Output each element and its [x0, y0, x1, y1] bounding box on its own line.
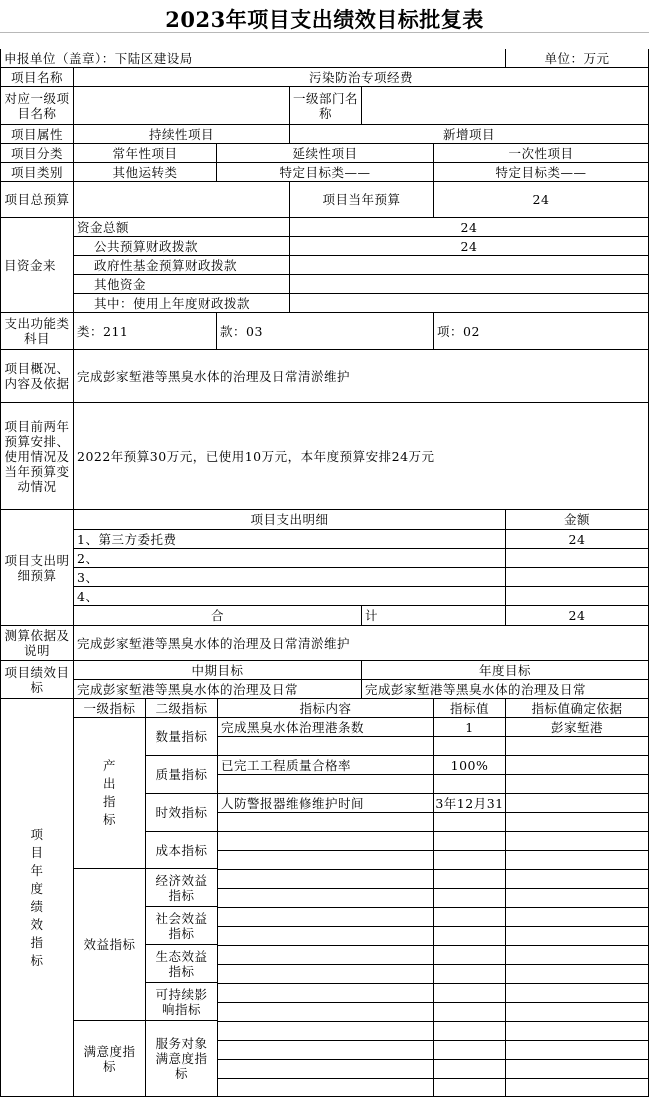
ind-header-basis: 指标值确定依据 [505, 698, 648, 717]
indicator-content [217, 869, 433, 888]
indicator-value [433, 812, 505, 831]
fund-row-label: 公共预算财政拨款 [73, 236, 289, 255]
indicator-basis [505, 736, 648, 755]
type-3-value: 特定目标类—— [433, 162, 648, 181]
label-annual-indicators: 项目年度绩效指标 [0, 698, 73, 1096]
indicator-content [217, 1078, 433, 1096]
fund-row-label: 政府性基金预算财政拨款 [73, 255, 289, 274]
calc-basis-value: 完成彭家堑港等黑臭水体的治理及日常清淤维护 [73, 625, 648, 660]
indicator-content [217, 1002, 433, 1021]
label-level1-project-name: 对应一级项目名称 [0, 86, 73, 124]
fund-row-value: 24 [289, 236, 648, 255]
detail-amount [505, 586, 648, 605]
label-project-attr: 项目属性 [0, 124, 73, 143]
indicator-basis [505, 1040, 648, 1059]
indicator-content [217, 850, 433, 869]
annual-target-label: 年度目标 [361, 660, 648, 679]
header-unit-left: 申报单位（盖章）：下陆区建设局 [0, 49, 505, 67]
indicator-content [217, 1021, 433, 1040]
ind-header-content: 指标内容 [217, 698, 433, 717]
indicator-value [433, 983, 505, 1002]
indicator-content [217, 983, 433, 1002]
indicator-value [433, 1040, 505, 1059]
label-project-class: 项目分类 [0, 143, 73, 162]
indicator-content [217, 888, 433, 907]
indicator-value [433, 926, 505, 945]
fund-row-label: 资金总额 [73, 217, 289, 236]
total-budget-value [73, 181, 289, 217]
indicator-value [433, 964, 505, 983]
indicator-basis [505, 850, 648, 869]
indicator-basis [505, 964, 648, 983]
indicator-value [433, 850, 505, 869]
fund-row-value [289, 293, 648, 312]
label-level1-dept: 一级部门名称 [289, 86, 361, 124]
indicator-basis [505, 926, 648, 945]
level1-project-name-value [73, 86, 289, 124]
prev-budget-value: 2022年预算30万元，已使用10万元，本年度预算安排24万元 [73, 402, 648, 509]
indicator-value [433, 888, 505, 907]
ind-header-level1: 一级指标 [73, 698, 145, 717]
total-ji-label: 计 [361, 605, 505, 625]
indicator-content: 人防警报器维修维护时间 [217, 793, 433, 812]
indicator-value [433, 736, 505, 755]
ind-economic: 经济效益指标 [145, 868, 217, 906]
total-amount: 24 [505, 605, 648, 625]
ind-satisfaction: 满意度指标 [73, 1020, 145, 1096]
indicator-value [433, 831, 505, 850]
label-perf-target: 项目绩效目标 [0, 660, 73, 698]
ind-sustainable: 可持续影响指标 [145, 982, 217, 1020]
ind-header-level2: 二级指标 [145, 698, 217, 717]
indicator-basis [505, 1078, 648, 1096]
indicator-content: 已完工工程质量合格率 [217, 755, 433, 774]
ind-benefit: 效益指标 [73, 868, 145, 1020]
ind-header-value: 指标值 [433, 698, 505, 717]
header-unit-right: 单位：万元 [505, 49, 648, 67]
indicator-basis [505, 755, 648, 774]
type-1-value: 其他运转类 [73, 162, 216, 181]
fund-row-label: 其他资金 [73, 274, 289, 293]
ind-quality: 质量指标 [145, 755, 217, 793]
mid-target-label: 中期目标 [73, 660, 361, 679]
fund-row-value: 24 [289, 217, 648, 236]
indicator-value [433, 1059, 505, 1078]
label-expense-subject: 支出功能类科目 [0, 312, 73, 349]
detail-amount: 24 [505, 529, 648, 548]
label-overview: 项目概况、内容及依据 [0, 349, 73, 402]
indicator-basis [505, 983, 648, 1002]
indicator-value [433, 1078, 505, 1096]
indicator-value: 100% [433, 755, 505, 774]
ind-service: 服务对象满意度指标 [145, 1020, 217, 1096]
indicator-basis [505, 793, 648, 812]
indicator-basis [505, 907, 648, 926]
indicator-content [217, 1059, 433, 1078]
fund-row-value [289, 255, 648, 274]
indicator-value: 3年12月31 [433, 793, 505, 812]
type-2-value: 特定目标类—— [216, 162, 433, 181]
class-2-value: 延续性项目 [216, 143, 433, 162]
ind-output: 产出指标 [73, 717, 145, 868]
fund-row-label: 其中：使用上年度财政拨款 [73, 293, 289, 312]
class-1-value: 常年性项目 [73, 143, 216, 162]
overview-value: 完成彭家堑港等黑臭水体的治理及日常清淤维护 [73, 349, 648, 402]
label-current-budget: 项目当年预算 [289, 181, 433, 217]
attr-right-value: 新增项目 [289, 124, 648, 143]
indicator-basis [505, 1002, 648, 1021]
indicator-basis: 彭家堑港 [505, 717, 648, 736]
indicator-basis [505, 945, 648, 964]
indicator-content: 完成黑臭水体治理港条数 [217, 717, 433, 736]
indicator-content [217, 831, 433, 850]
indicator-content [217, 774, 433, 793]
detail-item: 1、第三方委托费 [73, 529, 505, 548]
fund-row-value [289, 274, 648, 293]
label-detail-budget: 项目支出明细预算 [0, 509, 73, 625]
level1-dept-value [361, 86, 648, 124]
indicator-value [433, 869, 505, 888]
mid-target-value: 完成彭家堑港等黑臭水体的治理及日常 [73, 679, 361, 698]
indicator-basis [505, 831, 648, 850]
detail-amount [505, 567, 648, 586]
indicator-basis [505, 888, 648, 907]
indicator-basis [505, 774, 648, 793]
total-he-label: 合 [73, 605, 361, 625]
subject-kuan: 款：03 [216, 312, 433, 349]
detail-item: 2、 [73, 548, 505, 567]
ind-cost: 成本指标 [145, 831, 217, 868]
label-project-type: 项目类别 [0, 162, 73, 181]
indicator-content [217, 926, 433, 945]
label-fund-source: 目资金来 [0, 217, 73, 312]
ind-timeliness: 时效指标 [145, 793, 217, 831]
detail-item: 3、 [73, 567, 505, 586]
indicator-basis [505, 1059, 648, 1078]
attr-left-value: 持续性项目 [73, 124, 289, 143]
indicator-basis [505, 1021, 648, 1040]
indicator-content [217, 964, 433, 983]
indicator-value [433, 1021, 505, 1040]
ind-ecological: 生态效益指标 [145, 944, 217, 982]
subject-xiang: 项：02 [433, 312, 648, 349]
indicator-value [433, 774, 505, 793]
page-title: 2023年项目支出绩效目标批复表 [165, 7, 484, 32]
indicator-value [433, 907, 505, 926]
indicator-content [217, 736, 433, 755]
divider [0, 32, 649, 33]
label-project-name: 项目名称 [0, 67, 73, 86]
indicator-basis [505, 812, 648, 831]
indicator-basis [505, 869, 648, 888]
indicator-value [433, 945, 505, 964]
annual-target-value: 完成彭家堑港等黑臭水体的治理及日常 [361, 679, 648, 698]
current-budget-value: 24 [433, 181, 648, 217]
label-calc-basis: 测算依据及说明 [0, 625, 73, 660]
indicator-content [217, 907, 433, 926]
indicator-content [217, 1040, 433, 1059]
ind-quantity: 数量指标 [145, 717, 217, 755]
class-3-value: 一次性项目 [433, 143, 648, 162]
detail-item: 4、 [73, 586, 505, 605]
indicator-content [217, 945, 433, 964]
detail-header: 项目支出明细 [73, 509, 505, 529]
detail-amount [505, 548, 648, 567]
indicator-value [433, 1002, 505, 1021]
project-name-value: 污染防治专项经费 [73, 67, 648, 86]
amount-header: 金额 [505, 509, 648, 529]
ind-social: 社会效益指标 [145, 906, 217, 944]
indicator-content [217, 812, 433, 831]
indicator-value: 1 [433, 717, 505, 736]
label-total-budget: 项目总预算 [0, 181, 73, 217]
subject-lei: 类：211 [73, 312, 216, 349]
label-prev-budget: 项目前两年预算安排、使用情况及当年预算变动情况 [0, 402, 73, 509]
